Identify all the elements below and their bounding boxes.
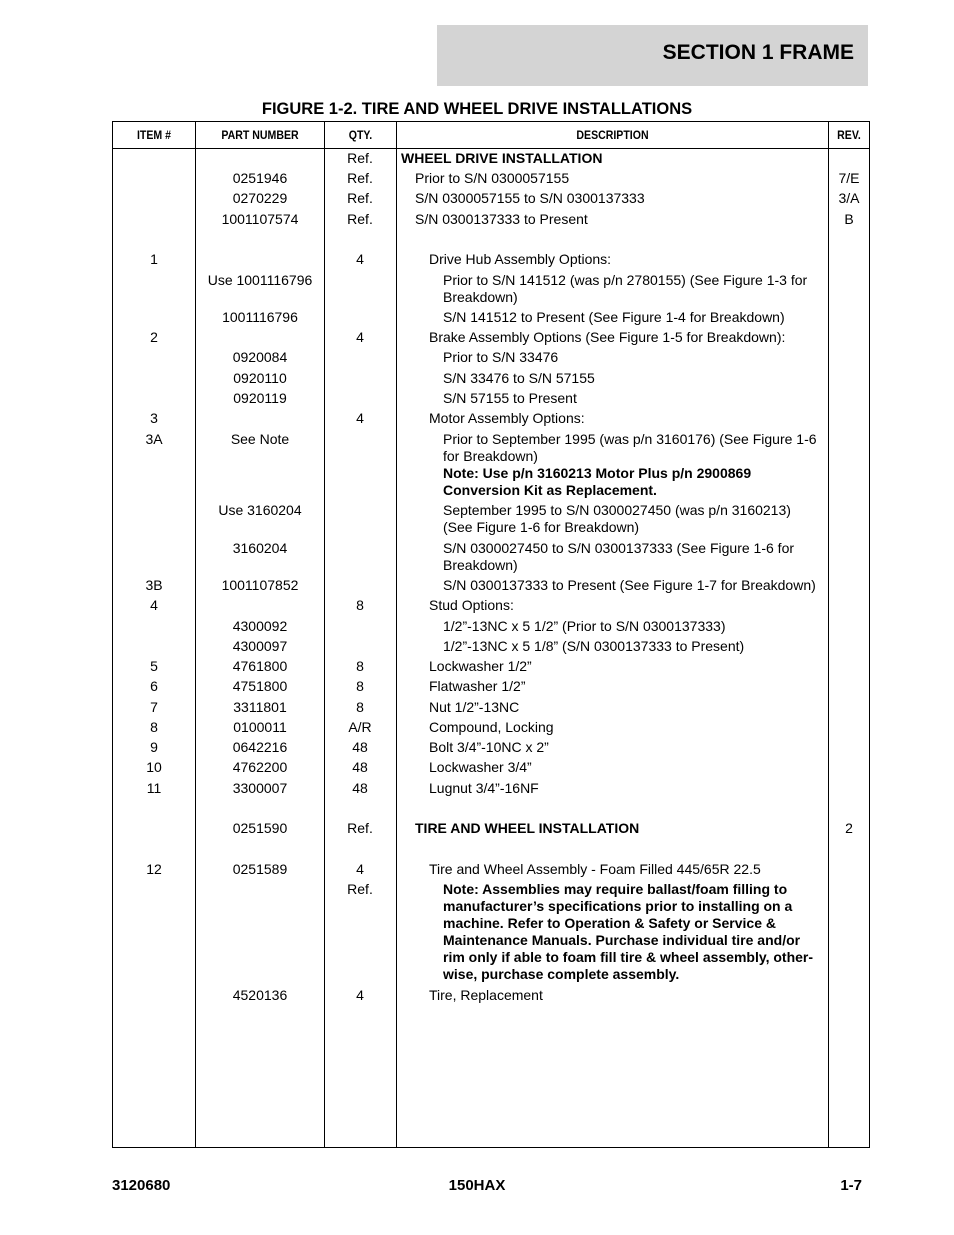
description-text: WHEEL DRIVE INSTALLATION [401, 150, 603, 166]
part-number-cell: 1001107852 [221, 577, 299, 593]
rev-cell: 3/A [838, 190, 860, 206]
description-text: S/N 0300137333 to Present [415, 211, 588, 227]
description-text: S/N 0300027450 to S/N 0300137333 (See Figure 1-6 for Breakdown) [443, 540, 795, 573]
description-text: TIRE AND WHEEL INSTALLATION [415, 820, 640, 836]
qty-cell: 48 [352, 780, 368, 796]
part-number-cell: 4751800 [232, 678, 288, 694]
figure-title: FIGURE 1-2. TIRE AND WHEEL DRIVE INSTALLATIONS [261, 100, 693, 118]
qty-cell: 4 [356, 987, 364, 1003]
description-text: S/N 0300057155 to S/N 0300137333 [415, 190, 645, 206]
description-cell [401, 190, 821, 207]
column-divider [828, 122, 829, 1147]
qty-cell: 4 [356, 329, 364, 345]
description-cell [401, 861, 821, 878]
description-cell [401, 678, 821, 695]
column-header-qty: QTY. [348, 128, 373, 142]
description-text: Prior to S/N 33476 [443, 349, 559, 365]
part-number-cell: 0251946 [232, 170, 288, 186]
description-cell [401, 502, 821, 536]
description-text: Tire, Replacement [429, 987, 543, 1003]
qty-cell: 8 [356, 699, 364, 715]
qty-cell: 8 [356, 658, 364, 674]
part-number-cell: 0920110 [233, 370, 287, 386]
part-number-cell: Use 3160204 [218, 502, 302, 518]
description-text: Motor Assembly Options: [429, 410, 585, 426]
part-number-cell: Use 1001116796 [207, 272, 313, 288]
description-cell [401, 987, 821, 1004]
description-cell [401, 597, 821, 614]
qty-cell: A/R [348, 719, 372, 735]
section-header-box [437, 25, 868, 86]
note-text: Note: Use p/n 3160213 Motor Plus p/n 2900869 Conversion Kit as Replacement. [443, 465, 752, 498]
description-cell [401, 699, 821, 716]
column-divider [396, 122, 397, 1147]
description-text: Nut 1/2”-13NC [429, 699, 520, 715]
footer-model: 150HAX [448, 1177, 506, 1194]
part-number-cell: 4300092 [232, 618, 288, 634]
part-number-cell: 0642216 [232, 739, 288, 755]
description-text: Prior to September 1995 (was p/n 3160176) (See Figure 1-6 for Breakdown) [443, 431, 817, 464]
part-number-cell: See Note [230, 431, 290, 447]
description-cell [401, 540, 821, 574]
item-number-cell: 11 [146, 780, 162, 796]
description-cell [401, 390, 821, 407]
description-cell [401, 577, 821, 594]
part-number-cell: 0100011 [233, 719, 287, 735]
part-number-cell: 0920119 [233, 390, 287, 406]
column-header-description: DESCRIPTION [576, 128, 649, 142]
column-header-part-number: PART NUMBER [221, 128, 299, 142]
rev-cell: 2 [845, 820, 853, 836]
qty-cell: Ref. [347, 190, 373, 206]
description-cell [401, 329, 821, 346]
qty-cell: Ref. [347, 150, 373, 166]
description-cell [401, 658, 821, 675]
description-text: Lockwasher 3/4” [429, 759, 532, 775]
description-text: Stud Options: [429, 597, 514, 613]
description-text: S/N 33476 to S/N 57155 [443, 370, 595, 386]
part-number-cell: 4520136 [232, 987, 288, 1003]
qty-cell: 8 [356, 678, 364, 694]
description-cell [401, 150, 821, 167]
item-number-cell: 3 [150, 410, 158, 426]
description-cell [401, 759, 821, 776]
description-text: Prior to S/N 0300057155 [415, 170, 570, 186]
footer-doc-number: 3120680 [112, 1177, 171, 1194]
description-cell [401, 431, 821, 499]
description-cell [401, 370, 821, 387]
item-number-cell: 6 [150, 678, 158, 694]
description-text: Lugnut 3/4”-16NF [429, 780, 539, 796]
description-text: S/N 57155 to Present [443, 390, 577, 406]
description-cell [401, 251, 821, 268]
section-title: SECTION 1 FRAME [662, 41, 854, 64]
description-cell [401, 719, 821, 736]
description-text: Flatwasher 1/2” [429, 678, 526, 694]
item-number-cell: 3A [145, 431, 163, 447]
qty-cell: 4 [356, 251, 364, 267]
description-text: 1/2”-13NC x 5 1/8” (S/N 0300137333 to Present) [443, 638, 745, 654]
description-cell [401, 638, 821, 655]
qty-cell: 48 [352, 739, 368, 755]
qty-cell: 48 [352, 759, 368, 775]
part-number-cell: 3300007 [232, 780, 288, 796]
description-cell [401, 170, 821, 187]
part-number-cell: 1001107574 [221, 211, 299, 227]
description-cell [401, 820, 821, 837]
description-text: Tire and Wheel Assembly - Foam Filled 445/65R 22.5 [429, 861, 761, 877]
description-text: S/N 0300137333 to Present (See Figure 1-7 for Breakdown) [443, 577, 816, 593]
rev-cell: B [844, 211, 854, 227]
description-text: Drive Hub Assembly Options: [429, 251, 612, 267]
part-number-cell: 3160204 [232, 540, 288, 556]
description-text: September 1995 to S/N 0300027450 (was p/n 3160213) (See Figure 1-6 for Breakdown) [443, 502, 791, 535]
description-text: Compound, Locking [429, 719, 554, 735]
note-text: Note: Assemblies may require ballast/foam filling to manufacturer’s specifications prior to installing on a machine. Refer to Operation & Safety or Service & Maintenance Manuals. Purchase individual tire and/or rim only if able to foam fill tire & wheel assembly, other-wise, purchase complete assembly. [443, 881, 814, 982]
item-number-cell: 9 [150, 739, 158, 755]
description-text: Lockwasher 1/2” [429, 658, 532, 674]
description-cell [401, 881, 821, 983]
part-number-cell: 1001116796 [222, 309, 298, 325]
item-number-cell: 4 [150, 597, 158, 613]
qty-cell: Ref. [347, 211, 373, 227]
description-cell [401, 780, 821, 797]
part-number-cell: 0251590 [232, 820, 288, 836]
description-cell [401, 618, 821, 635]
description-cell [401, 410, 821, 427]
description-text: Prior to S/N 141512 (was p/n 2780155) (See Figure 1-3 for Breakdown) [443, 272, 808, 305]
description-text: Brake Assembly Options (See Figure 1-5 for Breakdown): [429, 329, 786, 345]
item-number-cell: 12 [146, 861, 162, 877]
qty-cell: 4 [356, 410, 364, 426]
description-cell [401, 349, 821, 366]
table-header-row [113, 122, 869, 149]
qty-cell: Ref. [347, 170, 373, 186]
item-number-cell: 1 [150, 251, 158, 267]
column-header-item: ITEM # [136, 128, 172, 142]
part-number-cell: 3311801 [233, 699, 287, 715]
description-cell [401, 272, 821, 306]
item-number-cell: 5 [150, 658, 158, 674]
part-number-cell: 4762200 [232, 759, 288, 775]
item-number-cell: 2 [150, 329, 158, 345]
qty-cell: Ref. [347, 820, 373, 836]
description-cell [401, 211, 821, 228]
parts-table [112, 121, 870, 1148]
column-divider [195, 122, 196, 1147]
qty-cell: Ref. [347, 881, 373, 897]
part-number-cell: 0270229 [232, 190, 288, 206]
qty-cell: 8 [356, 597, 364, 613]
description-cell [401, 309, 821, 326]
description-cell [401, 739, 821, 756]
footer-page-number: 1-7 [840, 1177, 862, 1194]
description-text: S/N 141512 to Present (See Figure 1-4 for Breakdown) [443, 309, 785, 325]
description-text: 1/2”-13NC x 5 1/2” (Prior to S/N 0300137333) [443, 618, 726, 634]
item-number-cell: 7 [150, 699, 158, 715]
qty-cell: 4 [356, 861, 364, 877]
part-number-cell: 4300097 [232, 638, 288, 654]
item-number-cell: 3B [145, 577, 163, 593]
part-number-cell: 0920084 [232, 349, 288, 365]
part-number-cell: 0251589 [232, 861, 288, 877]
item-number-cell: 10 [146, 759, 162, 775]
column-header-rev: REV. [837, 128, 861, 142]
description-text: Bolt 3/4”-10NC x 2” [429, 739, 549, 755]
rev-cell: 7/E [838, 170, 860, 186]
item-number-cell: 8 [150, 719, 158, 735]
part-number-cell: 4761800 [232, 658, 288, 674]
